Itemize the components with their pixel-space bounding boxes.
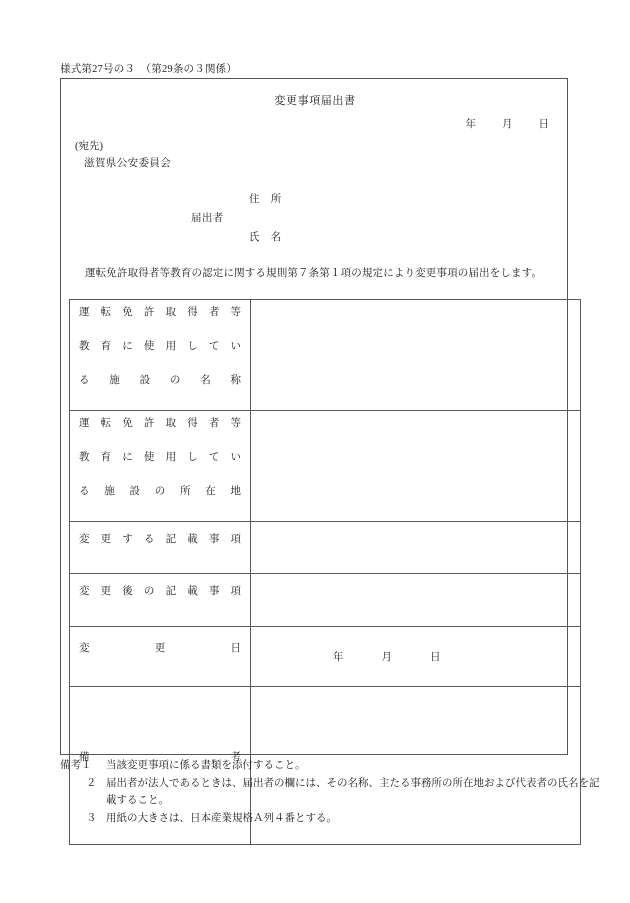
footnote-marker: ３ (86, 812, 97, 824)
change-date-day: 日 (430, 652, 441, 663)
legal-statement: 運転免許取得者等教育の認定に関する規則第７条第１項の規定により変更事項の届出をします。 (85, 268, 543, 279)
label-facility-name (70, 300, 251, 411)
table-row-facility-location (70, 411, 581, 522)
submitter-address-label: 住 所 (249, 194, 282, 205)
label-change-date (70, 627, 251, 687)
footnote-text: 当該変更事項に係る書類を添付すること。 (106, 760, 306, 771)
label-line: る施設の所在地 (79, 486, 241, 497)
footnote-item (60, 810, 580, 828)
document-frame (60, 78, 568, 763)
footnote-marker: ２ (86, 777, 97, 789)
label-line: 運転免許取得者等 (79, 418, 241, 429)
label-line: 変更日 (79, 642, 241, 654)
table-row-items-to-change (70, 522, 581, 574)
value-items-to-change[interactable] (251, 522, 581, 574)
footnote-text: 届出者が法人であるときは、届出者の欄には、その名称、主たる事務所の所在地および代表者の氏名を記 (106, 777, 600, 789)
document-title: 変更事項届出書 (274, 95, 356, 107)
label-line: 教育に使用してい (79, 341, 241, 352)
value-facility-location[interactable] (251, 411, 581, 522)
submitter-name-label: 氏 名 (249, 232, 282, 243)
label-line: 運転免許取得者等 (79, 307, 241, 318)
change-date-year: 年 (333, 652, 344, 663)
addressee-label: (宛先) (75, 141, 103, 152)
label-items-to-change (70, 522, 251, 574)
footnote-continuation: 載すること。 (106, 795, 169, 806)
footnote-text: 用紙の大きさは、日本産業規格Ａ列４番とする。 (106, 812, 337, 824)
submitter-block (191, 191, 421, 247)
value-change-date[interactable] (251, 627, 581, 687)
label-line: る施設の名称 (79, 375, 241, 386)
table-row-items-after-change (70, 574, 581, 627)
footnote-item (60, 757, 580, 775)
addressee-name: 滋賀県公安委員会 (84, 158, 172, 169)
label-line: 変更する記載事項 (79, 533, 241, 545)
header-date-line (466, 116, 550, 131)
label-line: 変更後の記載事項 (79, 586, 241, 597)
submitter-label: 届出者 (191, 213, 224, 224)
value-facility-name[interactable] (251, 300, 581, 411)
footnotes (60, 757, 600, 827)
footnote-item (60, 775, 600, 793)
table-row-facility-name (70, 300, 581, 411)
label-facility-location (70, 411, 251, 522)
change-date-month: 月 (381, 652, 392, 663)
value-items-after-change[interactable] (251, 574, 581, 627)
form-number: 様式第27号の３ （第29条の３関係） (60, 64, 238, 75)
header-date-day: 日 (538, 119, 549, 130)
label-line: 教育に使用してい (79, 452, 241, 463)
label-items-after-change (70, 574, 251, 627)
header-date-year: 年 (465, 119, 476, 130)
table-row-change-date (70, 627, 581, 687)
footnote-marker: 備考１ (60, 760, 92, 771)
header-date-month: 月 (502, 119, 513, 130)
label-line: 備考 (79, 751, 241, 763)
change-date-placeholder (251, 649, 580, 664)
